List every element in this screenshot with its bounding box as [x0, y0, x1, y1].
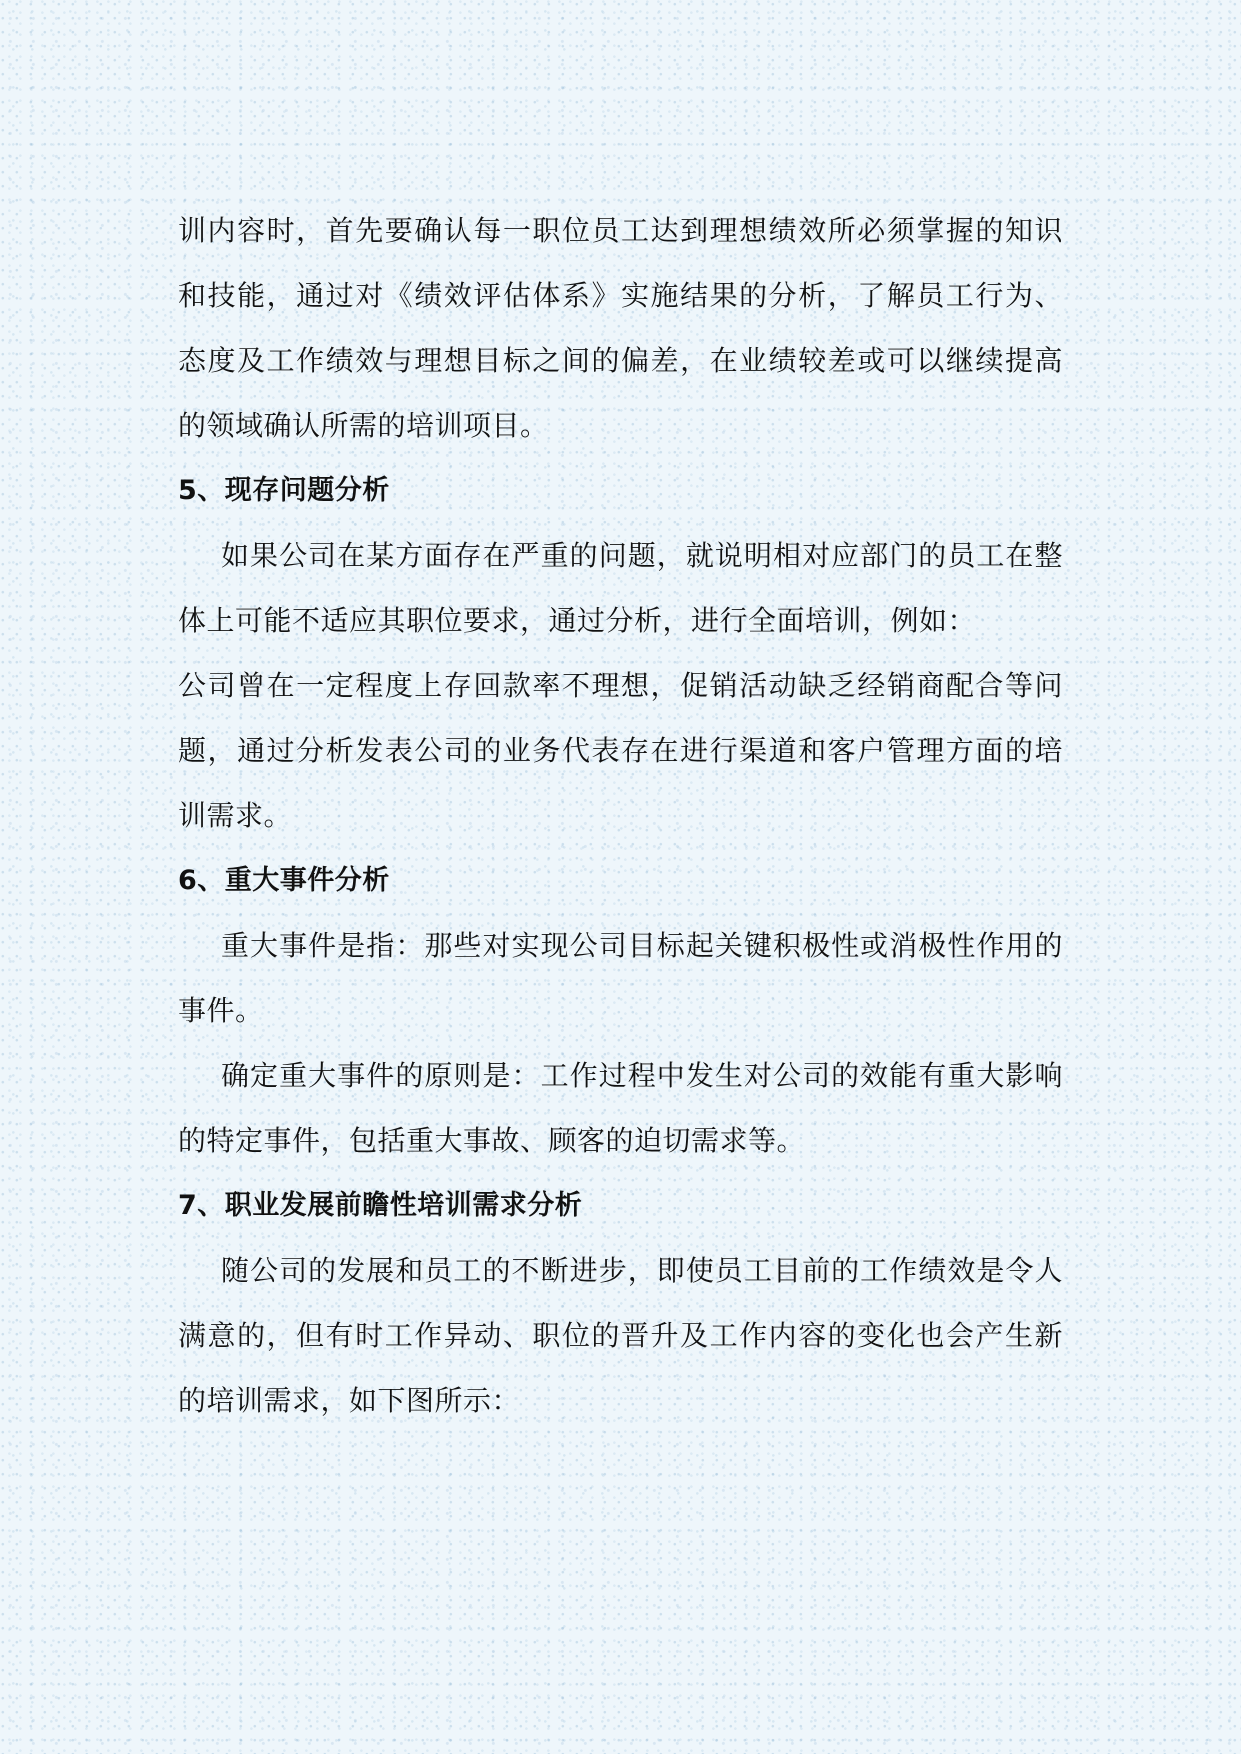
- paragraph-line: 体上可能不适应其职位要求，通过分析，进行全面培训，例如：: [178, 604, 977, 637]
- paragraph-line: 重大事件是指：那些对实现公司目标起关键积极性或消极性作用的: [221, 929, 1063, 962]
- section-heading-6: 6、重大事件分析: [178, 865, 390, 896]
- paragraph-line: 训内容时，首先要确认每一职位员工达到理想绩效所必须掌握的知识: [178, 214, 1063, 247]
- paragraph-line: 公司曾在一定程度上存回款率不理想，促销活动缺乏经销商配合等问: [178, 669, 1063, 702]
- paragraph-line: 如果公司在某方面存在严重的问题，就说明相对应部门的员工在整: [221, 539, 1063, 572]
- document-page: [178, 198, 1063, 1433]
- section-heading-5: 5、现存问题分析: [178, 475, 390, 506]
- paragraph-line: 题，通过分析发表公司的业务代表存在进行渠道和客户管理方面的培: [178, 734, 1063, 767]
- paragraph-line: 随公司的发展和员工的不断进步，即使员工目前的工作绩效是令人: [221, 1254, 1063, 1287]
- paragraph-line: 满意的，但有时工作异动、职位的晋升及工作内容的变化也会产生新: [178, 1319, 1063, 1352]
- paragraph-line: 的培训需求，如下图所示：: [178, 1384, 521, 1417]
- paragraph-line: 确定重大事件的原则是：工作过程中发生对公司的效能有重大影响: [221, 1059, 1063, 1092]
- paragraph-line: 的领域确认所需的培训项目。: [178, 409, 549, 442]
- paragraph-line: 和技能，通过对《绩效评估体系》实施结果的分析，了解员工行为、: [178, 279, 1063, 312]
- paragraph-line: 的特定事件，包括重大事故、顾客的迫切需求等。: [178, 1124, 806, 1157]
- paragraph-line: 事件。: [178, 994, 264, 1027]
- paragraph-line: 态度及工作绩效与理想目标之间的偏差，在业绩较差或可以继续提高: [178, 344, 1063, 377]
- paragraph-line: 训需求。: [178, 799, 293, 832]
- section-heading-7: 7、职业发展前瞻性培训需求分析: [178, 1190, 583, 1221]
